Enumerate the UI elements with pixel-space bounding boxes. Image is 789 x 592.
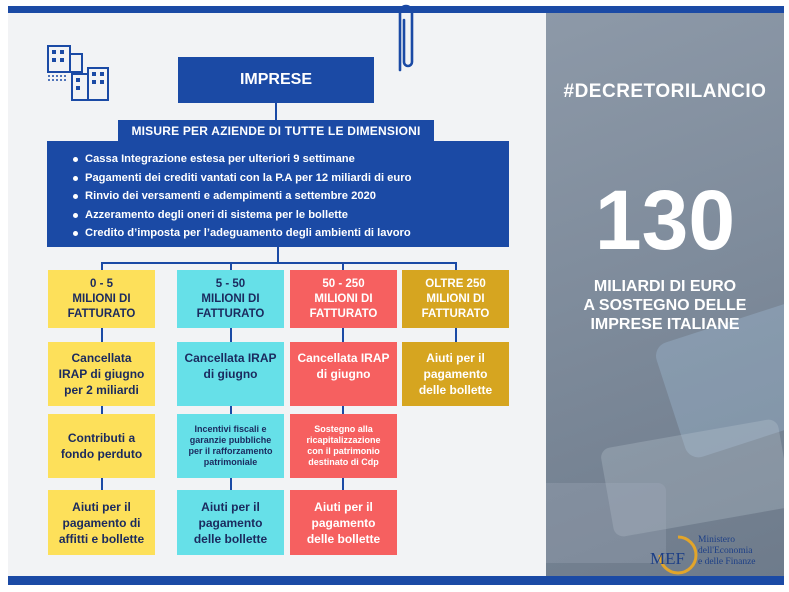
measure-item: Cassa Integrazione estesa per ulteriori 9 settimane bbox=[73, 150, 509, 169]
section-title: MISURE PER AZIENDE DI TUTTE LE DIMENSIONI bbox=[118, 120, 434, 141]
header-line: FATTURATO bbox=[309, 307, 378, 320]
measure-card bbox=[177, 490, 284, 555]
mef-logo-text bbox=[698, 535, 784, 568]
card-line: di giugno bbox=[316, 367, 371, 381]
measures-box bbox=[47, 141, 509, 247]
split-line bbox=[101, 262, 457, 264]
card-line: Sostegno alla bbox=[314, 424, 373, 434]
headline-caption-line: A SOSTEGNO DELLE bbox=[583, 297, 747, 314]
card-line: Incentivi fiscali e bbox=[194, 424, 267, 434]
headline-caption bbox=[546, 277, 784, 334]
card-line: delle bollette bbox=[193, 531, 268, 546]
header-line: MILIONI DI bbox=[72, 292, 131, 305]
measure-card bbox=[48, 490, 155, 555]
measure-card bbox=[290, 342, 397, 406]
card-line: Aiuti per il bbox=[426, 351, 485, 365]
card-line: affitti e bollette bbox=[58, 531, 145, 546]
card-line: per il rafforzamento bbox=[188, 446, 273, 456]
hashtag-title: #DECRETORILANCIO bbox=[563, 81, 767, 102]
mef-text-line: e delle Finanze bbox=[698, 557, 756, 567]
header-line: FATTURATO bbox=[421, 307, 490, 320]
mef-text-line: Ministero bbox=[698, 535, 735, 545]
headline-caption-line: IMPRESE ITALIANE bbox=[590, 316, 740, 333]
measure-card bbox=[48, 342, 155, 406]
mef-logo bbox=[648, 533, 784, 576]
header-line: MILIONI DI bbox=[426, 292, 485, 305]
card-line: destinato di Cdp bbox=[308, 457, 379, 467]
card-line: pagamento bbox=[311, 515, 376, 530]
card-line: delle bollette bbox=[306, 531, 381, 546]
column-header-oltre-250 bbox=[402, 270, 509, 328]
column-connector bbox=[455, 328, 457, 343]
header-line: 0 - 5 bbox=[89, 277, 113, 290]
header-line: OLTRE 250 bbox=[425, 277, 486, 290]
card-line: Aiuti per il bbox=[314, 499, 373, 514]
connector-line bbox=[275, 103, 277, 120]
header-line: FATTURATO bbox=[196, 307, 265, 320]
measure-item: Credito d’imposta per l’adeguamento degli ambienti di lavoro bbox=[73, 224, 509, 243]
card-line: garanzie pubbliche bbox=[189, 435, 272, 445]
imprese-box: IMPRESE bbox=[178, 57, 374, 103]
card-line: Aiuti per il bbox=[72, 499, 131, 514]
header-line: MILIONI DI bbox=[201, 292, 260, 305]
card-line: ricapitalizzazione bbox=[306, 435, 381, 445]
card-line: Cancellata bbox=[71, 351, 132, 365]
mef-abbr: MEF bbox=[650, 549, 685, 568]
header-line: 50 - 250 bbox=[322, 277, 365, 290]
card-line: delle bollette bbox=[418, 383, 493, 397]
column-header-5-50 bbox=[177, 270, 284, 328]
card-line: di giugno bbox=[203, 367, 258, 381]
connector-line bbox=[277, 247, 279, 262]
measure-card bbox=[177, 414, 284, 478]
card-line: con il patrimonio bbox=[307, 446, 380, 456]
card-line: patrimoniale bbox=[203, 457, 258, 467]
measure-item: Rinvio dei versamenti e adempimenti a settembre 2020 bbox=[73, 187, 509, 206]
card-line: pagamento bbox=[198, 515, 263, 530]
card-line: IRAP di giugno bbox=[58, 367, 145, 381]
measure-item: Pagamenti dei crediti vantati con la P.A per 12 miliardi di euro bbox=[73, 169, 509, 188]
buildings-icon bbox=[46, 42, 112, 104]
column-header-50-250 bbox=[290, 270, 397, 328]
card-line: fondo perduto bbox=[60, 447, 143, 461]
card-line: Contributi a bbox=[67, 431, 136, 445]
headline-number: 130 bbox=[594, 173, 736, 267]
card-line: Cancellata IRAP bbox=[297, 351, 390, 365]
measures-list bbox=[47, 141, 509, 243]
connector-line bbox=[342, 262, 344, 270]
paperclip-icon bbox=[392, 0, 418, 84]
header-line: 5 - 50 bbox=[215, 277, 246, 290]
header-line: MILIONI DI bbox=[314, 292, 373, 305]
card-line: pagamento di bbox=[62, 515, 141, 530]
measure-card bbox=[402, 342, 509, 406]
card-line: pagamento bbox=[423, 367, 488, 381]
connector-line bbox=[101, 262, 103, 270]
header-line: FATTURATO bbox=[67, 307, 136, 320]
card-line: Cancellata IRAP bbox=[184, 351, 277, 365]
measure-item: Azzeramento degli oneri di sistema per le bollette bbox=[73, 206, 509, 225]
right-panel bbox=[546, 13, 784, 576]
connector-line bbox=[230, 262, 232, 270]
measure-card bbox=[290, 490, 397, 555]
card-line: Aiuti per il bbox=[201, 499, 260, 514]
measure-card bbox=[290, 414, 397, 478]
connector-line bbox=[455, 262, 457, 270]
headline-caption-line: MILIARDI DI EURO bbox=[593, 278, 737, 295]
measure-card bbox=[48, 414, 155, 478]
measure-card bbox=[177, 342, 284, 406]
card-line: per 2 miliardi bbox=[64, 383, 139, 397]
bottom-border-bar bbox=[8, 576, 784, 585]
mef-text-line: dell'Economia bbox=[698, 546, 753, 556]
column-header-0-5 bbox=[48, 270, 155, 328]
